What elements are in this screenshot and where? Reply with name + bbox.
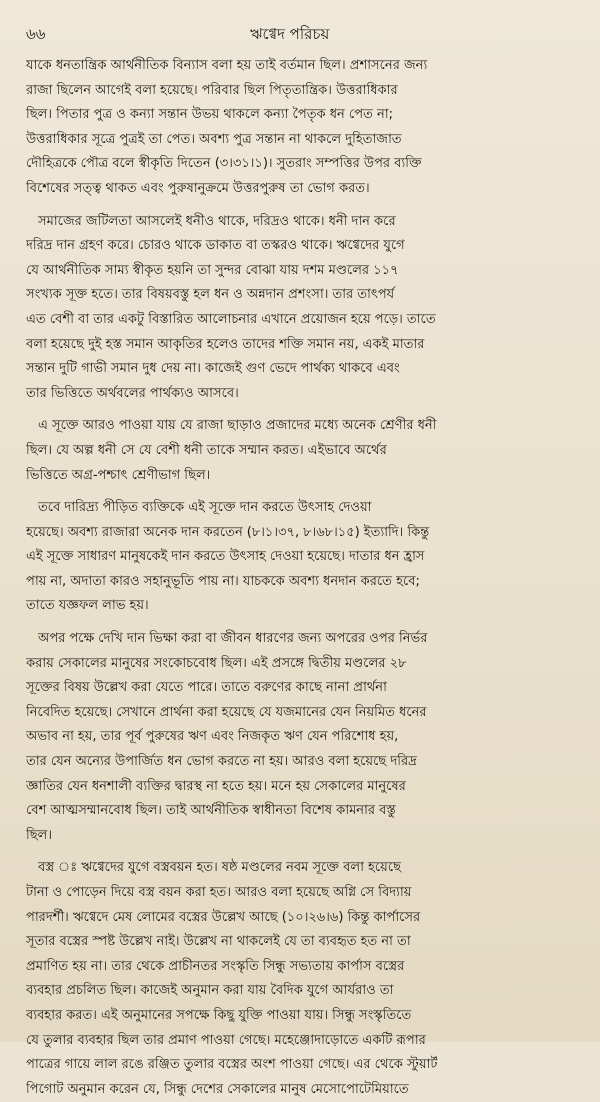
text-line: পায় না, অদাতা কারও সহানুভূতি পায় না। যাচককে অবশ্য ধনদান করতে হবে;	[26, 573, 420, 589]
text-line: ব্যবহার প্রচলিত ছিল। কাজেই অনুমান করা যায় বৈদিক যুগে আর্যরাও তা	[26, 983, 394, 999]
paragraph	[26, 210, 574, 407]
text-line: তার যেন অন্যের উপার্জিত ধন ভোগ করতে না হয়। আরও বলা হয়েছে দরিদ্র	[26, 754, 417, 770]
text-line: ছিল। পিতার পুত্র ও কন্যা সন্তান উভয় থাকলে কন্যা পৈতৃক ধন পেত না;	[26, 107, 393, 123]
page-header	[26, 24, 574, 44]
paragraph-gap	[26, 619, 574, 627]
text-line: প্রমাণিত হয় না। তার থেকে প্রাচীনতর সংস্কৃতি সিন্ধু সভ্যতায় কার্পাস বস্ত্রের	[26, 958, 405, 974]
text-line: তবে দারিদ্র্য পীড়িত ব্যক্তিকে এই সূক্তে দান করতে উৎসাহ দেওয়া	[38, 500, 372, 516]
text-line: অপর পক্ষে দেখি দান ভিক্ষা করা বা জীবন ধারণের জন্য অপরের ওপর নির্ভর	[38, 631, 428, 647]
paragraph	[26, 856, 574, 1102]
text-line: এত বেশী বা তার একটু বিস্তারিত আলোচনার এখানে প্রয়োজন হয়ে পড়ে। তাতে	[26, 311, 436, 327]
text-line: পাত্রের গায়ে লাল রঙে রঞ্জিত তুলার বস্ত্রের অংশ পাওয়া গেছে। এর থেকে স্টুয়ার্ট	[26, 1057, 438, 1073]
text-line: টানা ও পোড়েন দিয়ে বস্ত্র বয়ন করা হত। আরও বলা হয়েছে অগ্নি সে বিদ্যায়	[26, 885, 412, 900]
text-line: যে আর্থনীতিক সাম্য স্বীকৃত হয়নি তা সুন্দর বোঝা যায় দশম মণ্ডলের ১১৭	[26, 262, 399, 278]
text-line: বলা হয়েছে দুই হস্ত সমান আকৃতির হলেও তাদের শক্তি সমান নয়, একই মাতার	[26, 336, 425, 352]
paragraph-gap	[26, 202, 574, 210]
text-line: বেশ আত্মসম্মানবোধ ছিল। তাই আর্থনীতিক স্বাধীনতা বিশেষ কামনার বস্তু	[26, 803, 396, 819]
text-line: রাজা ছিলেন আগেই বলা হয়েছে। পরিবার ছিল পিতৃতান্ত্রিক। উত্তরাধিকার	[26, 82, 398, 98]
text-line: সংখ্যক সূক্ত হতে। তার বিষয়বস্তু হল ধন ও অন্নদান প্রশংসা। তার তাৎপর্য	[26, 287, 395, 303]
text-line: পিগোট অনুমান করেন যে, সিন্ধু দেশের সেকালের মানুষ মেসোপোটেমিয়াতে	[26, 1081, 409, 1097]
paragraph-gap	[26, 848, 574, 856]
text-line: ছিল। যে অল্প ধনী সে যে বেশী ধনী তাকে সম্মান করত। এইভাবে অর্থের	[26, 442, 387, 458]
text-line: সমাজের জটিলতা আসলেই ধনীও থাকে, দরিদ্রও থাকে। ধনী দান করে	[38, 213, 396, 229]
running-title: ঋগ্বেদ পরিচয়	[250, 25, 330, 43]
text-line: করায় সেকালের মানুষের সংকোচবোধ ছিল। এই প্রসঙ্গে দ্বিতীয় মণ্ডলের ২৮	[26, 655, 407, 671]
text-line: বিশেষের সত্ত্ব থাকত এবং পুরুষানুক্রমে উত্তরপুরুষ তা ভোগ করত।	[26, 180, 370, 196]
text-line: যে তুলার ব্যবহার ছিল তার প্রমাণ পাওয়া গেছে। মহেঞ্জোদাড়োতে একটি রূপার	[26, 1032, 426, 1048]
page-number: ৬৬	[26, 25, 46, 43]
text-line: অভাব না হয়, তার পূর্ব পুরুষের ঋণ এবং নিজকৃত ঋণ যেন পরিশোধ হয়,	[26, 729, 399, 745]
text-line: তার ভিত্তিতে অর্থবলের পার্থক্যও আসবে।	[26, 385, 239, 401]
text-line: তাতে যজ্ঞফল লাভ হয়।	[26, 598, 149, 614]
text-line: নিবেদিত হয়েছে। সেখানে প্রার্থনা করা হয়েছে যে যজমানের যেন নিয়মিত ধনের	[26, 704, 427, 720]
text-line: ভিত্তিতে অগ্র-পশ্চাৎ শ্রেণীভাগ ছিল।	[26, 467, 211, 483]
text-line: সন্তান দুটি গাভী সমান দুধ দেয় না। কাজেই গুণ ভেদে পার্থক্য থাকবে এবং	[26, 361, 400, 377]
text-line: জ্ঞাতির যেন ধনশালী ব্যক্তির দ্বারস্থ না হতে হয়। মনে হয় সেকালের মানুষের	[26, 778, 406, 794]
text-line: ছিল।	[26, 827, 53, 843]
text-line: দৌহিত্রকে পৌত্র বলে স্বীকৃতি দিতেন (৩।৩১।১)। সুতরাং সম্পত্তির উপর ব্যক্তি	[26, 156, 422, 172]
text-line: পারদর্শী। ঋগ্বেদে মেষ লোমের বস্ত্রের উল্লেখ আছে (১০।২৬।৬) কিন্তু কার্পাসের	[26, 909, 421, 925]
text-line: যাকে ধনতান্ত্রিক আর্থনীতিক বিন্যাস বলা হয় তাই বর্তমান ছিল। প্রশাসনের জন্য	[26, 58, 428, 73]
text-line: হয়েছে। অবশ্য রাজারা অনেক দান করতেন (৮।১।৩৭, ৮।৬৮।১৫) ইত্যাদি। কিন্তু	[26, 524, 430, 540]
text-line: এই সূক্তে সাধারণ মানুষকেই দান করতে উৎসাহ দেওয়া হয়েছে। দাতার ধন হ্রাস	[26, 549, 425, 565]
text-line: ব্যবহার করত। এই অনুমানের সপক্ষে কিছু যুক্তি পাওয়া যায়। সিন্ধু সংস্কৃতিতে	[26, 1007, 412, 1023]
text-line: সূতার বস্ত্রের স্পষ্ট উল্লেখ নাই। উল্লেখ না থাকলেই যে তা ব্যবহৃত হত না তা	[26, 934, 411, 950]
paragraph	[26, 414, 574, 488]
text-line: উত্তরাধিকার সূত্রে পুত্রই তা পেত। অবশ্য পুত্র সন্তান না থাকলে দুহিতাজাত	[26, 131, 402, 147]
body-text	[26, 54, 574, 1102]
paragraph-gap	[26, 488, 574, 496]
text-line: দরিদ্র দান গ্রহণ করে। চোরও থাকে ডাকাত বা তস্করও থাকে। ঋগ্বেদের যুগে	[26, 238, 405, 254]
paragraph	[26, 496, 574, 619]
text-line: সূক্তের বিষয় উল্লেখ করা যেতে পারে। তাতে বরুণের কাছে নানা প্রার্থনা	[26, 680, 387, 696]
paragraph	[26, 627, 574, 848]
text-line: এ সূক্তে আরও পাওয়া যায় যে রাজা ছাড়াও প্রজাদের মধ্যে অনেক শ্রেণীর ধনী	[38, 418, 437, 434]
paragraph	[26, 54, 574, 202]
paragraph-gap	[26, 406, 574, 414]
text-line: বস্ত্র ঃ ঋগ্বেদের যুগে বস্ত্রবয়ন হত। ষষ্ঠ মণ্ডলের নবম সূক্তে বলা হয়েছে	[38, 860, 402, 876]
